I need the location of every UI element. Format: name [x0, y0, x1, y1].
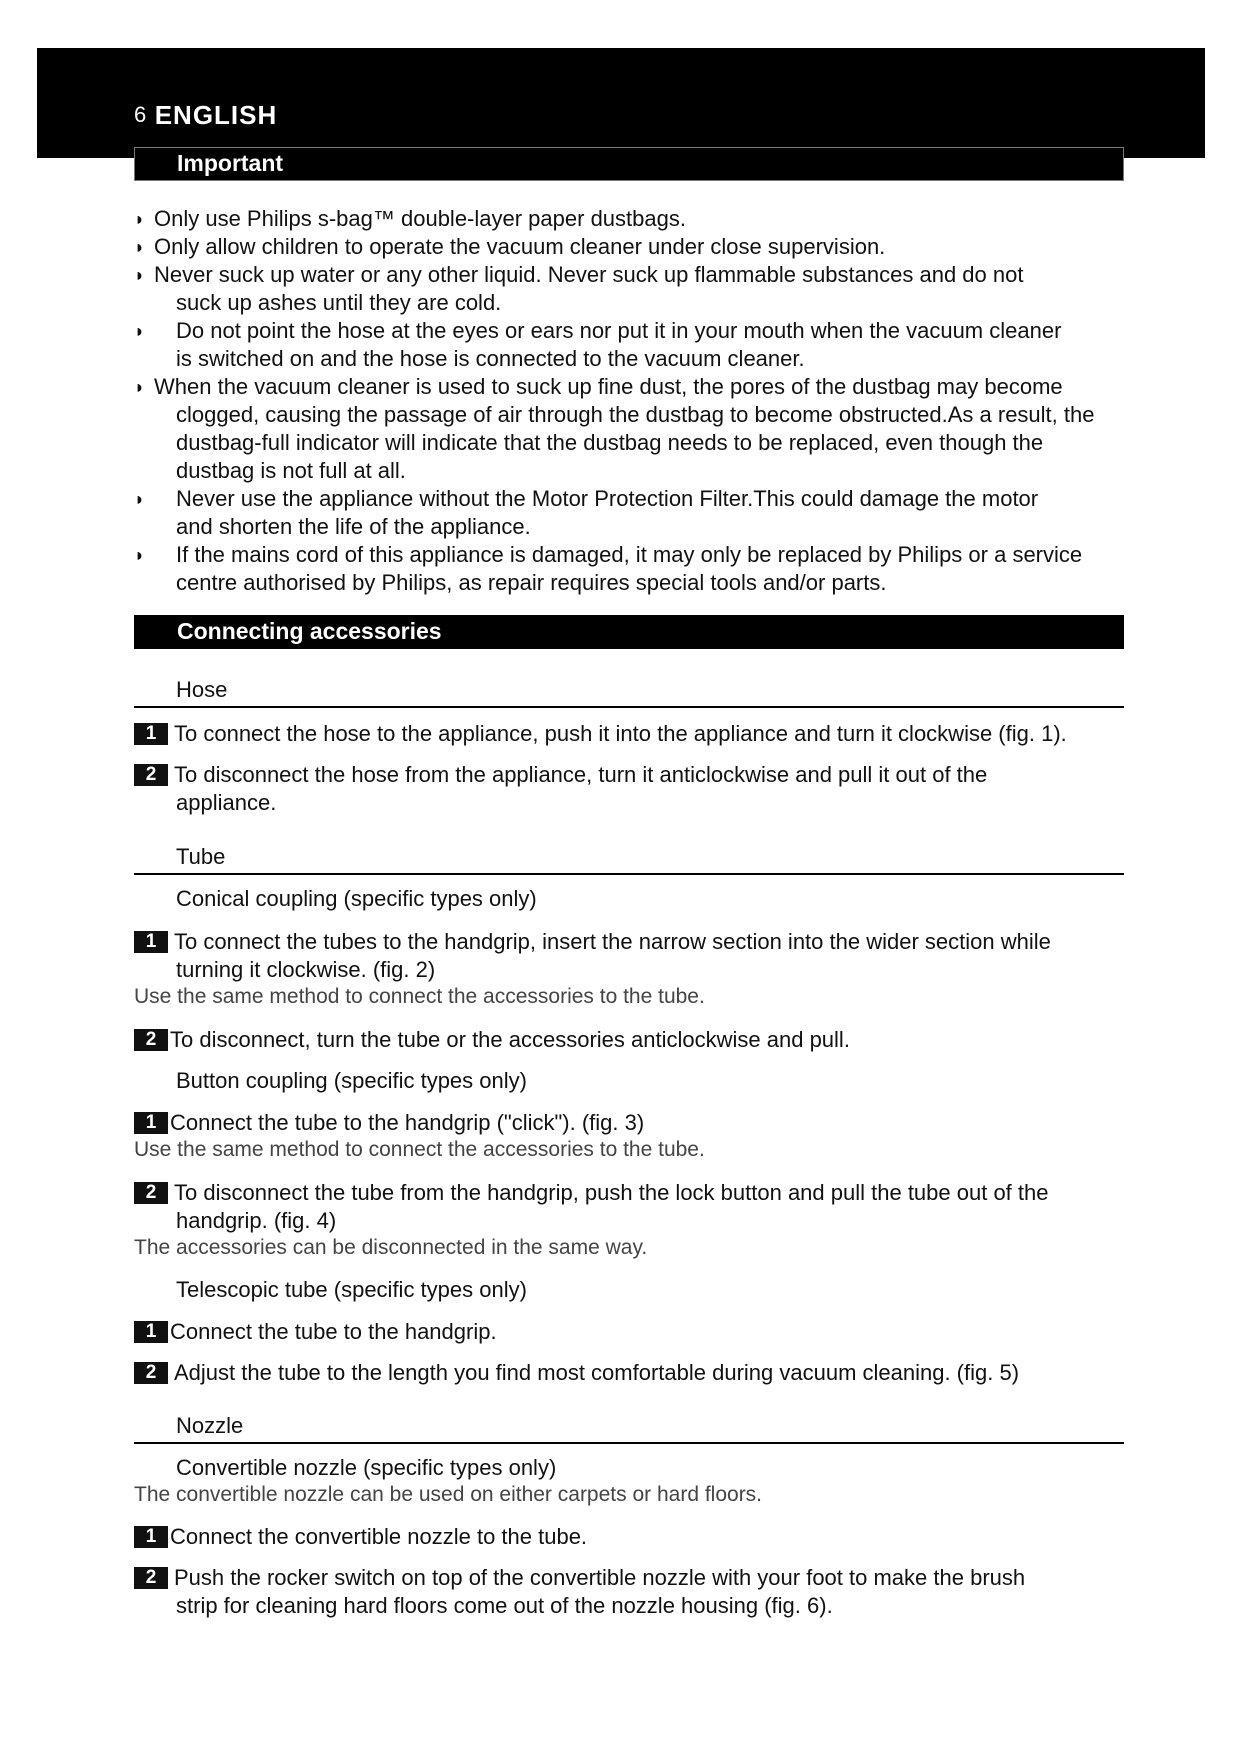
- conical-note: Use the same method to connect the accessories to the tube.: [134, 985, 705, 1008]
- important-line: Only allow children to operate the vacuum cleaner under close supervision.: [154, 234, 886, 259]
- convertible-note: The convertible nozzle can be used on either carpets or hard floors.: [134, 1483, 763, 1506]
- hose-step-2: To disconnect the hose from the appliance, turn it anticlockwise and pull it out of the: [174, 762, 988, 787]
- subheading-conical-coupling: Conical coupling (specific types only): [176, 886, 537, 911]
- subheading-button-coupling: Button coupling (specific types only): [176, 1068, 527, 1093]
- important-line: dustbag is not full at all.: [176, 458, 406, 483]
- step-number: 1: [134, 931, 168, 953]
- subheading-nozzle: Nozzle: [176, 1413, 244, 1438]
- section-heading-important: Important: [134, 147, 1124, 181]
- important-line: centre authorised by Philips, as repair requires special tools and/or parts.: [176, 570, 887, 595]
- bullet-icon: ◗: [134, 209, 145, 229]
- conical-step-1: To connect the tubes to the handgrip, insert the narrow section into the wider section while: [174, 929, 1051, 954]
- button-step-2: To disconnect the tube from the handgrip, push the lock button and pull the tube out of the: [174, 1180, 1049, 1205]
- telescopic-step-1: Connect the tube to the handgrip.: [170, 1319, 497, 1344]
- button-note-2: The accessories can be disconnected in the same way.: [134, 1236, 648, 1259]
- nozzle-step-1: Connect the convertible nozzle to the tube.: [170, 1524, 588, 1549]
- step-number: 1: [134, 1526, 168, 1548]
- bullet-icon: ◗: [134, 237, 145, 257]
- important-line: suck up ashes until they are cold.: [176, 290, 502, 315]
- nozzle-step-2: Push the rocker switch on top of the convertible nozzle with your foot to make the brush: [174, 1565, 1026, 1590]
- section-heading-connecting-accessories: Connecting accessories: [134, 615, 1124, 649]
- important-line: dustbag-full indicator will indicate that the dustbag needs to be replaced, even though the: [176, 430, 1044, 455]
- divider: [134, 706, 1124, 708]
- important-line: Never suck up water or any other liquid. Never suck up flammable substances and do not: [154, 262, 1024, 287]
- subheading-tube: Tube: [176, 844, 226, 869]
- important-line: and shorten the life of the appliance.: [176, 514, 531, 539]
- important-line: If the mains cord of this appliance is damaged, it may only be replaced by Philips or a service: [176, 542, 1083, 567]
- bullet-icon: ◗: [134, 545, 145, 565]
- step-number: 1: [134, 1321, 168, 1343]
- important-line: When the vacuum cleaner is used to suck up fine dust, the pores of the dustbag may become: [154, 374, 1063, 399]
- subheading-convertible-nozzle: Convertible nozzle (specific types only): [176, 1455, 557, 1480]
- important-line: is switched on and the hose is connected to the vacuum cleaner.: [176, 346, 805, 371]
- page-header: [134, 100, 277, 131]
- subheading-telescopic-tube: Telescopic tube (specific types only): [176, 1277, 527, 1302]
- conical-step-1-cont: turning it clockwise. (fig. 2): [176, 957, 436, 982]
- button-note: Use the same method to connect the accessories to the tube.: [134, 1138, 705, 1161]
- bullet-icon: ◗: [134, 377, 145, 397]
- button-step-1: Connect the tube to the handgrip ("click"). (fig. 3): [170, 1110, 645, 1135]
- important-line: Only use Philips s-bag™ double-layer paper dustbags.: [154, 206, 686, 231]
- hose-step-1: To connect the hose to the appliance, push it into the appliance and turn it clockwise (fig. 1).: [174, 721, 1067, 746]
- button-step-2-cont: handgrip. (fig. 4): [176, 1208, 337, 1233]
- page-number: 6: [134, 102, 147, 127]
- step-number: 2: [134, 1182, 168, 1204]
- step-number: 1: [134, 723, 168, 745]
- divider: [134, 1442, 1124, 1444]
- important-line: Never use the appliance without the Motor Protection Filter.This could damage the motor: [176, 486, 1039, 511]
- conical-step-2: To disconnect, turn the tube or the accessories anticlockwise and pull.: [170, 1027, 850, 1052]
- step-number: 2: [134, 1567, 168, 1589]
- step-number: 1: [134, 1112, 168, 1134]
- bullet-icon: ◗: [134, 265, 145, 285]
- nozzle-step-2-cont: strip for cleaning hard floors come out of the nozzle housing (fig. 6).: [176, 1593, 833, 1618]
- subheading-hose: Hose: [176, 677, 228, 702]
- important-line: Do not point the hose at the eyes or ears nor put it in your mouth when the vacuum cleaner: [176, 318, 1062, 343]
- step-number: 2: [134, 1362, 168, 1384]
- telescopic-step-2: Adjust the tube to the length you find most comfortable during vacuum cleaning. (fig. 5): [174, 1360, 1020, 1385]
- language-title: ENGLISH: [154, 100, 278, 130]
- bullet-icon: ◗: [134, 489, 145, 509]
- hose-step-2-cont: appliance.: [176, 790, 277, 815]
- step-number: 2: [134, 764, 168, 786]
- step-number: 2: [134, 1029, 168, 1051]
- bullet-icon: ◗: [134, 321, 145, 341]
- divider: [134, 873, 1124, 875]
- important-line: clogged, causing the passage of air through the dustbag to become obstructed.As a result, the: [176, 402, 1095, 427]
